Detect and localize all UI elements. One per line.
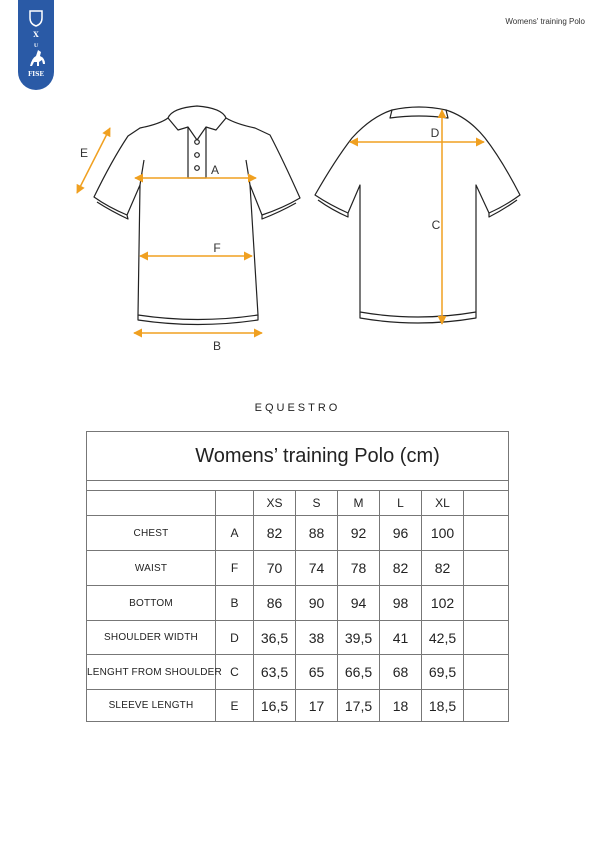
measure-code: C (216, 655, 254, 690)
measure-code: B (216, 586, 254, 621)
measure-name: SHOULDER WIDTH (87, 621, 216, 655)
measure-value: 66,5 (338, 655, 380, 690)
measure-value: 70 (254, 551, 296, 586)
fise-badge (18, 0, 54, 90)
measure-code: F (216, 551, 254, 586)
size-m: M (338, 491, 380, 516)
empty-cell (464, 516, 509, 551)
table-row (87, 690, 509, 722)
size-header-row (87, 491, 509, 516)
measure-name: SLEEVE LENGTH (87, 690, 216, 722)
badge-u: U (33, 43, 39, 49)
measure-value: 98 (380, 586, 422, 621)
measure-name: CHEST (87, 516, 216, 551)
measure-value: 102 (422, 586, 464, 621)
table-row (87, 516, 509, 551)
measure-value: 96 (380, 516, 422, 551)
empty-cell (464, 690, 509, 722)
measure-value: 68 (380, 655, 422, 690)
brand-logo-text: EQUESTRO (254, 402, 341, 414)
size-xs: XS (254, 491, 296, 516)
badge-x: X (33, 30, 39, 39)
measure-value: 74 (296, 551, 338, 586)
measure-value: 100 (422, 516, 464, 551)
measure-value: 78 (338, 551, 380, 586)
measure-e (77, 128, 110, 193)
size-s: S (296, 491, 338, 516)
empty-cell (464, 655, 509, 690)
shield-icon (30, 11, 42, 26)
measure-value: 82 (380, 551, 422, 586)
label-d: D (430, 126, 440, 140)
measure-value: 18 (380, 690, 422, 722)
measure-value: 41 (380, 621, 422, 655)
table-title: Womens’ training Polo (cm) (87, 432, 509, 481)
label-b: B (212, 339, 222, 353)
measure-value: 17 (296, 690, 338, 722)
label-c: C (431, 218, 441, 232)
table-row (87, 621, 509, 655)
measure-value: 94 (338, 586, 380, 621)
measure-value: 36,5 (254, 621, 296, 655)
measure-value: 82 (254, 516, 296, 551)
table-row (87, 655, 509, 690)
measure-value: 39,5 (338, 621, 380, 655)
size-l: L (380, 491, 422, 516)
measure-value: 16,5 (254, 690, 296, 722)
front-polo-outline (94, 106, 300, 325)
measure-value: 82 (422, 551, 464, 586)
label-a: A (210, 163, 220, 177)
back-polo-outline (315, 107, 520, 323)
table-row (87, 586, 509, 621)
measure-name: BOTTOM (87, 586, 216, 621)
size-table (86, 431, 509, 722)
measure-name: WAIST (87, 551, 216, 586)
label-f: F (213, 241, 221, 255)
garment-diagrams (0, 90, 595, 365)
label-e: E (79, 146, 89, 160)
table-row (87, 551, 509, 586)
measure-value: 18,5 (422, 690, 464, 722)
size-xl: XL (422, 491, 464, 516)
measure-value: 42,5 (422, 621, 464, 655)
empty-cell (464, 586, 509, 621)
empty-cell (464, 551, 509, 586)
measure-value: 65 (296, 655, 338, 690)
badge-fise: FISE (28, 71, 44, 78)
measure-name: LENGHT FROM SHOULDER (87, 655, 216, 690)
empty-cell (464, 621, 509, 655)
measure-value: 38 (296, 621, 338, 655)
measure-value: 88 (296, 516, 338, 551)
measure-value: 90 (296, 586, 338, 621)
header-extra (464, 491, 509, 516)
header-blank (87, 491, 216, 516)
measure-value: 63,5 (254, 655, 296, 690)
measure-code: A (216, 516, 254, 551)
measure-value: 69,5 (422, 655, 464, 690)
document-title: Womens' training Polo (505, 17, 585, 26)
spacer-row (87, 481, 509, 491)
header-code-blank (216, 491, 254, 516)
measure-code: D (216, 621, 254, 655)
horse-rider-icon (30, 50, 45, 66)
measure-value: 86 (254, 586, 296, 621)
measure-value: 17,5 (338, 690, 380, 722)
measure-code: E (216, 690, 254, 722)
measure-value: 92 (338, 516, 380, 551)
